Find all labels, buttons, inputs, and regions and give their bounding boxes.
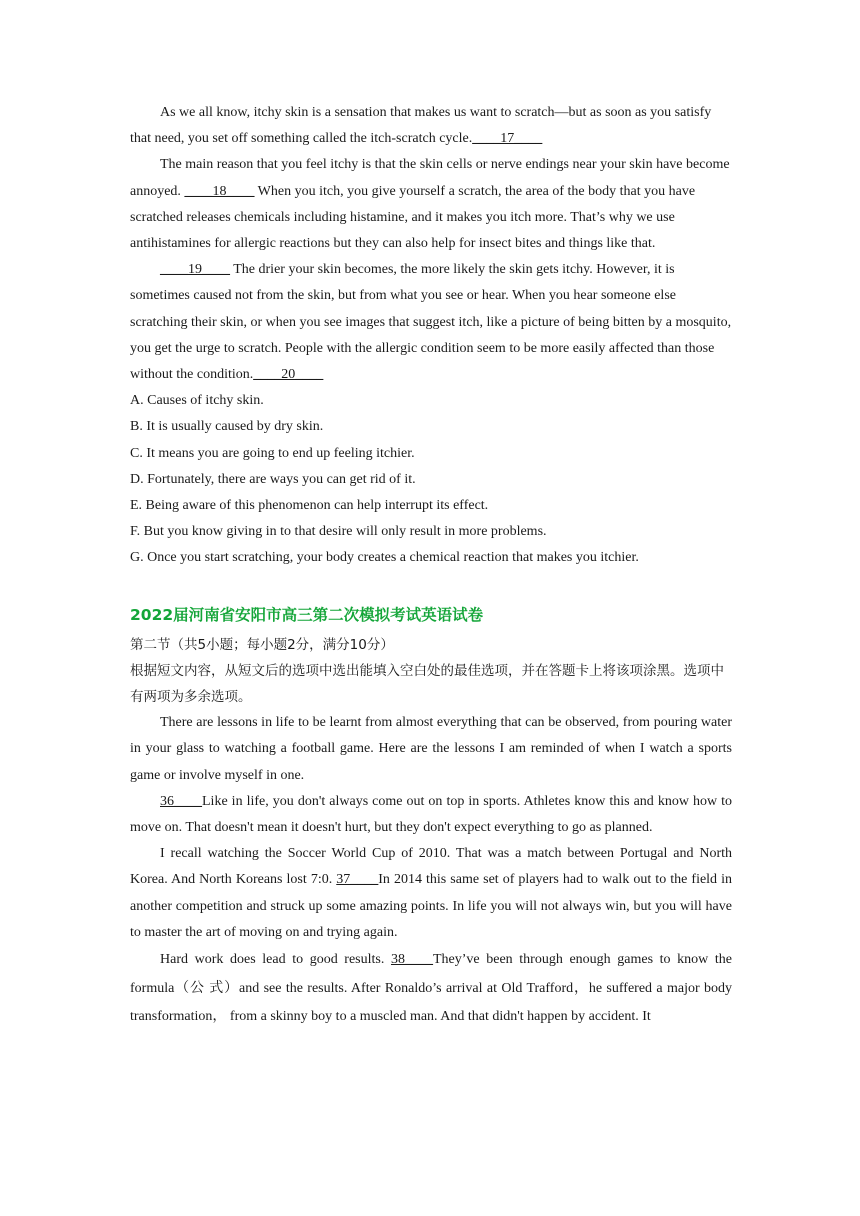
option-f: F. But you know giving in to that desire will only result in more problems.	[130, 524, 547, 540]
blank-19: ____19____	[160, 262, 230, 278]
section-subtitle: 第二节（共5小题；每小题2分，满分10分）	[130, 636, 394, 653]
blank-36: 36____	[160, 793, 202, 809]
option-e: E. Being aware of this phenomenon can help interrupt its effect.	[130, 498, 489, 514]
option-d: D. Fortunately, there are ways you can get rid of it.	[130, 471, 416, 487]
passage2-paragraph-3: I recall watching the Soccer World Cup of 2010. That was a match between Portugal and North Korea. And North Koreans lost 7:0. 37____In 2014 this same set of players had to walk out to the field in another competition and struck up some amazing points. In life you will not always win, but you will have to master the art of moving on and trying again.	[130, 846, 732, 940]
blank-18: ____18____	[184, 183, 255, 199]
option-b: B. It is usually caused by dry skin.	[130, 419, 324, 435]
passage1-paragraph-1: As we all know, itchy skin is a sensation that makes us want to scratch—but as soon as you satisfy that need, you set off something called the itch-scratch cycle.____17____	[130, 105, 712, 147]
document-page	[130, 100, 732, 1032]
passage2-paragraph-1: There are lessons in life to be learnt from almost everything that can be observed, from pouring water in your glass to watching a football game. Here are the lessons I am reminded of when I watch a sports game or involve myself in one.	[130, 715, 732, 783]
blank-17: ____17____	[472, 131, 543, 147]
blank-37: 37____	[336, 872, 379, 888]
option-a: A. Causes of itchy skin.	[130, 393, 264, 409]
option-c: C. It means you are going to end up feeling itchier.	[130, 445, 415, 461]
passage2-paragraph-4: Hard work does lead to good results. 38____They’ve been through enough games to know the formula（公 式）and see the results. After Ronaldo’s arrival at Old Trafford，he suffered a major body transformation， from a skinny boy to a muscled man. And that didn't happen by accident. It	[130, 952, 732, 1025]
blank-20: ____20____	[253, 367, 324, 383]
blank-38: 38____	[390, 952, 433, 968]
section-instructions: 根据短文内容，从短文后的选项中选出能填入空白处的最佳选项，并在答题卡上将该项涂黑。选项中有两项为多余选项。	[130, 662, 724, 706]
passage2-paragraph-2: 36____Like in life, you don't always come out on top in sports. Athletes know this and know how to move on. That doesn't mean it doesn't hurt, but they don't expect everything to go as planned.	[130, 793, 732, 836]
passage1-paragraph-3: ____19____ The drier your skin becomes, the more likely the skin gets itchy. However, it is sometimes caused not from the skin, but from what you see or hear. When you hear someone else scratching their skin, or when you see images that suggest itch, like a picture of being bitten by a mosquito, you get the urge to scratch. People with the allergic condition seem to be more easily affected than those without the condition.____20____	[130, 262, 732, 383]
exam-title: 2022届河南省安阳市高三第二次模拟考试英语试卷	[130, 605, 484, 624]
passage1-paragraph-2: The main reason that you feel itchy is that the skin cells or nerve endings near your skin have become annoyed. ____18____ When you itch, you give yourself a scratch, the area of the body that you have scratched releases chemicals including histamine, and it makes you itch more. That’s why we use antihistamines for allergic reactions but they can also help for insect bites and things like that.	[130, 157, 730, 252]
option-g: G. Once you start scratching, your body creates a chemical reaction that makes you itchier.	[130, 550, 639, 566]
